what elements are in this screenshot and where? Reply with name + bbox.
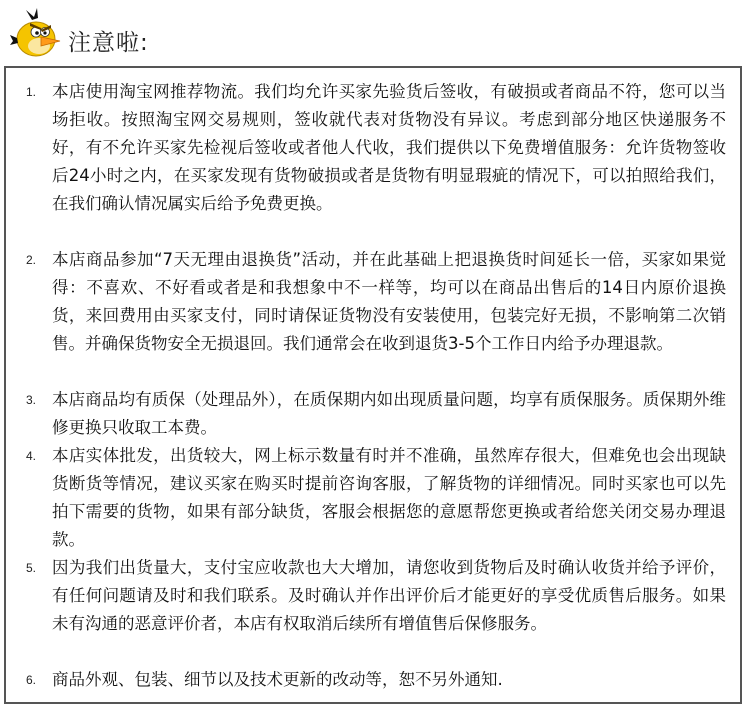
item-text: 本店商品均有质保（处理品外），在质保期内如出现质量问题，均享有质保服务。质保期外维修更换只收取工本费。 <box>52 390 726 437</box>
item-number: 3. <box>26 393 37 407</box>
item-text: 本店使用淘宝网推荐物流。我们均允许买家先验货后签收，有破损或者商品不符，您可以当场拒收。按照淘宝网交易规则，签收就代表对货物没有异议。考虑到部分地区快递服务不好，有不允许买家先检视后签收或者他人代收，我们提供以下免费增值服务：允许货物签收后24小时之内，在买家发现有货物破损或者是货物有明显瑕疵的情况下，可以拍照给我们，在我们确认情况属实后给予免费更换。 <box>52 82 726 213</box>
item-text: 本店实体批发，出货较大，网上标示数量有时并不准确，虽然库存很大，但难免也会出现缺货断货等情况，建议买家在购买时提前咨询客服，了解货物的详细情况。同时买家也可以先拍下需要的货物，如果有部分缺货，客服会根据您的意愿帮您更换或者给您关闭交易办理退款。 <box>52 446 726 549</box>
page-title: 注意啦: <box>68 30 149 56</box>
item-number: 6. <box>26 673 37 687</box>
notice-header <box>0 0 750 64</box>
angry-bird-mascot-icon <box>10 8 66 60</box>
item-number: 1. <box>26 85 37 99</box>
notice-list <box>4 66 742 704</box>
item-text: 本店商品参加“7天无理由退换货”活动，并在此基础上把退换货时间延长一倍，买家如果觉得：不喜欢、不好看或者是和我想象中不一样等，均可以在商品出售后的14日内原价退换货，来回费用由买家支付，同时请保证货物没有安装使用，包装完好无损，不影响第二次销售。并确保货物安全无损退回。我们通常会在收到退货3-5个工作日内给予办理退款。 <box>52 250 726 353</box>
item-text: 因为我们出货量大，支付宝应收款也大大增加，请您收到货物后及时确认收货并给予评价，有任何问题请及时和我们联系。及时确认并作出评价后才能更好的享受优质售后服务。如果未有沟通的恶意评价者，本店有权取消后续所有增值售后保修服务。 <box>52 558 726 633</box>
item-text: 商品外观、包装、细节以及技术更新的改动等，恕不另外通知. <box>52 670 503 689</box>
item-number: 4. <box>26 449 37 463</box>
item-number: 5. <box>26 561 37 575</box>
item-number: 2. <box>26 253 37 267</box>
